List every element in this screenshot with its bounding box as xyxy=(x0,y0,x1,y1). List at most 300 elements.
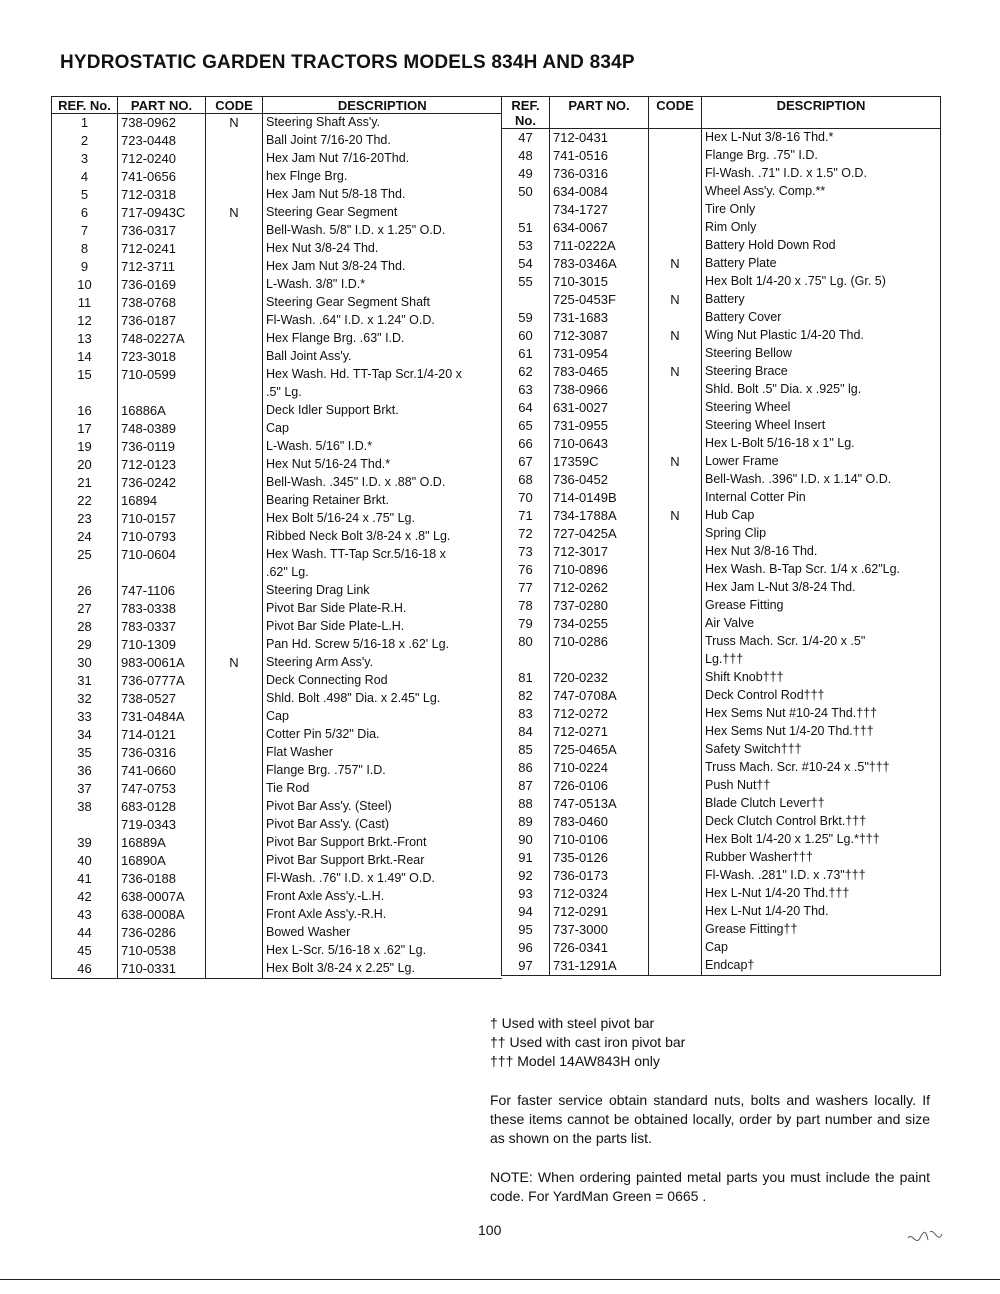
code-cell xyxy=(206,384,263,402)
part-number-cell: 710-0286 xyxy=(550,633,649,651)
part-number-cell: 731-0954 xyxy=(550,345,649,363)
table-row xyxy=(52,222,502,240)
part-number-cell: 710-0106 xyxy=(550,831,649,849)
description-cell: Grease Fitting xyxy=(705,598,784,612)
table-row xyxy=(502,705,941,723)
table-row xyxy=(52,492,502,510)
ref-cell: 42 xyxy=(52,888,118,906)
ref-cell: 7 xyxy=(52,222,118,240)
table-row xyxy=(502,417,941,435)
ref-cell: 38 xyxy=(52,798,118,816)
ref-cell: 37 xyxy=(52,780,118,798)
code-cell xyxy=(206,258,263,276)
table-row xyxy=(502,525,941,543)
part-header: PART NO. xyxy=(550,97,649,129)
ref-cell: 66 xyxy=(502,435,550,453)
table-row xyxy=(52,528,502,546)
description-cell: Hex Bolt 1/4-20 x .75" Lg. (Gr. 5) xyxy=(705,274,886,288)
part-number-cell: 734-1788A xyxy=(550,507,649,525)
ref-cell: 33 xyxy=(52,708,118,726)
description-cell: Steering Wheel xyxy=(705,400,791,414)
part-number-cell xyxy=(550,651,649,669)
description-cell: Hex Jam Nut 7/16-20Thd. xyxy=(266,151,410,165)
ref-cell: 24 xyxy=(52,528,118,546)
table-row xyxy=(52,762,502,780)
code-cell xyxy=(649,957,702,976)
ref-cell: 5 xyxy=(52,186,118,204)
description-cell: Steering Brace xyxy=(705,364,788,378)
part-number-cell: 710-3015 xyxy=(550,273,649,291)
table-row xyxy=(52,816,502,834)
part-number-cell xyxy=(118,384,206,402)
ref-cell: 91 xyxy=(502,849,550,867)
table-row xyxy=(502,507,941,525)
part-number-cell: 741-0516 xyxy=(550,147,649,165)
part-number-cell: 738-0527 xyxy=(118,690,206,708)
code-cell: N xyxy=(206,114,263,133)
code-cell: N xyxy=(649,453,702,471)
part-number-cell: 747-0708A xyxy=(550,687,649,705)
table-row xyxy=(502,327,941,345)
ref-cell: 27 xyxy=(52,600,118,618)
table-row xyxy=(52,438,502,456)
description-cell: Shld. Bolt .5" Dia. x .925" lg. xyxy=(705,382,862,396)
part-number-cell: 747-1106 xyxy=(118,582,206,600)
table-row xyxy=(52,330,502,348)
page-number: 100 xyxy=(478,1222,502,1238)
table-row xyxy=(502,633,941,651)
table-row xyxy=(52,672,502,690)
table-row xyxy=(52,708,502,726)
description-cell: L-Wash. 5/16" I.D.* xyxy=(266,439,373,453)
code-cell xyxy=(649,849,702,867)
table-row xyxy=(502,597,941,615)
ref-cell: 86 xyxy=(502,759,550,777)
table-row xyxy=(502,723,941,741)
code-cell xyxy=(649,939,702,957)
ref-cell: 59 xyxy=(502,309,550,327)
code-cell xyxy=(206,456,263,474)
ref-cell: 31 xyxy=(52,672,118,690)
description-cell: Flange Brg. .75" I.D. xyxy=(705,148,818,162)
code-cell xyxy=(206,726,263,744)
part-number-cell: 734-1727 xyxy=(550,201,649,219)
ref-cell: 10 xyxy=(52,276,118,294)
ref-cell: 88 xyxy=(502,795,550,813)
code-cell xyxy=(649,759,702,777)
table-row xyxy=(502,867,941,885)
ref-cell: 25 xyxy=(52,546,118,564)
table-row xyxy=(52,384,502,402)
description-cell: Cotter Pin 5/32" Dia. xyxy=(266,727,380,741)
code-cell xyxy=(649,777,702,795)
part-number-cell: 16886A xyxy=(118,402,206,420)
description-cell: Tie Rod xyxy=(266,781,310,795)
ref-header: REF. No. xyxy=(502,97,550,129)
ref-cell: 77 xyxy=(502,579,550,597)
table-row xyxy=(52,744,502,762)
table-row xyxy=(502,561,941,579)
code-cell: N xyxy=(206,204,263,222)
code-cell xyxy=(649,885,702,903)
table-row xyxy=(52,852,502,870)
ref-cell: 71 xyxy=(502,507,550,525)
code-cell xyxy=(206,672,263,690)
part-number-cell: 747-0513A xyxy=(550,795,649,813)
part-number-cell: 736-0777A xyxy=(118,672,206,690)
part-number-cell: 710-0793 xyxy=(118,528,206,546)
part-number-cell: 731-1291A xyxy=(550,957,649,976)
description-cell: Hub Cap xyxy=(705,508,755,522)
table-row xyxy=(502,381,941,399)
description-cell: Steering Bellow xyxy=(705,346,792,360)
part-number-cell: 725-0453F xyxy=(550,291,649,309)
ref-cell: 19 xyxy=(52,438,118,456)
ref-cell: 89 xyxy=(502,813,550,831)
description-cell: Spring Clip xyxy=(705,526,767,540)
table-row xyxy=(52,114,502,133)
parts-table-left-body xyxy=(52,114,502,979)
code-cell xyxy=(649,183,702,201)
code-header: CODE xyxy=(649,97,702,129)
part-number-cell: 710-0643 xyxy=(550,435,649,453)
table-row xyxy=(502,201,941,219)
ref-cell: 61 xyxy=(502,345,550,363)
code-cell xyxy=(206,618,263,636)
ref-cell: 2 xyxy=(52,132,118,150)
description-cell: Hex Wash. B-Tap Scr. 1/4 x .62"Lg. xyxy=(705,562,901,576)
ref-cell: 1 xyxy=(52,114,118,133)
part-number-cell: 16889A xyxy=(118,834,206,852)
description-cell: Ball Joint Ass'y. xyxy=(266,349,352,363)
ref-cell: 90 xyxy=(502,831,550,849)
description-cell: Steering Drag Link xyxy=(266,583,370,597)
description-cell: Steering Gear Segment xyxy=(266,205,398,219)
part-number-cell: 711-0222A xyxy=(550,237,649,255)
code-cell xyxy=(206,492,263,510)
table-row xyxy=(52,960,502,979)
part-number-cell: 712-3087 xyxy=(550,327,649,345)
part-number-cell: 731-0955 xyxy=(550,417,649,435)
description-cell: Battery Hold Down Rod xyxy=(705,238,836,252)
bottom-rule xyxy=(0,1279,1000,1280)
part-number-cell: 712-0241 xyxy=(118,240,206,258)
description-header: DESCRIPTION xyxy=(702,97,941,129)
table-row xyxy=(52,924,502,942)
table-row xyxy=(502,219,941,237)
description-cell: Lower Frame xyxy=(705,454,779,468)
description-cell: Safety Switch††† xyxy=(705,742,802,756)
part-number-cell: 736-0317 xyxy=(118,222,206,240)
part-number-cell: 683-0128 xyxy=(118,798,206,816)
table-row xyxy=(52,240,502,258)
code-cell xyxy=(649,705,702,723)
ref-cell: 55 xyxy=(502,273,550,291)
table-row xyxy=(502,957,941,976)
code-cell xyxy=(206,582,263,600)
part-number-cell: 736-0242 xyxy=(118,474,206,492)
ref-cell: 54 xyxy=(502,255,550,273)
code-cell xyxy=(649,219,702,237)
description-cell: Rubber Washer††† xyxy=(705,850,813,864)
code-cell: N xyxy=(649,327,702,345)
code-cell: N xyxy=(649,507,702,525)
footnote-steel-pivot: † Used with steel pivot bar xyxy=(490,1015,655,1031)
description-cell: Bell-Wash. .396" I.D. x 1.14" O.D. xyxy=(705,472,892,486)
part-number-cell: 725-0465A xyxy=(550,741,649,759)
description-cell: Steering Gear Segment Shaft xyxy=(266,295,430,309)
code-cell xyxy=(649,525,702,543)
description-cell: Hex L-Nut 1/4-20 Thd. xyxy=(705,904,829,918)
description-cell: Lg.††† xyxy=(705,652,744,666)
ref-cell: 30 xyxy=(52,654,118,672)
part-number-cell: 736-0286 xyxy=(118,924,206,942)
code-cell xyxy=(649,651,702,669)
table-row xyxy=(502,813,941,831)
code-header: CODE xyxy=(206,97,263,114)
part-number-cell: 710-0896 xyxy=(550,561,649,579)
ref-cell: 26 xyxy=(52,582,118,600)
table-row xyxy=(502,669,941,687)
description-cell: Bearing Retainer Brkt. xyxy=(266,493,389,507)
table-row xyxy=(502,885,941,903)
code-cell xyxy=(649,471,702,489)
ref-cell: 95 xyxy=(502,921,550,939)
part-number-cell: 736-0188 xyxy=(118,870,206,888)
part-number-cell: 710-0331 xyxy=(118,960,206,979)
table-row xyxy=(52,474,502,492)
ref-cell: 49 xyxy=(502,165,550,183)
code-cell xyxy=(206,438,263,456)
code-cell xyxy=(206,870,263,888)
part-number-cell: 720-0232 xyxy=(550,669,649,687)
table-row xyxy=(52,636,502,654)
ref-cell: 41 xyxy=(52,870,118,888)
code-cell: N xyxy=(649,363,702,381)
code-cell xyxy=(649,345,702,363)
ref-cell: 84 xyxy=(502,723,550,741)
code-cell xyxy=(649,435,702,453)
description-cell: Hex Bolt 3/8-24 x 2.25" Lg. xyxy=(266,961,415,975)
description-cell: hex Flnge Brg. xyxy=(266,169,348,183)
description-cell: Ball Joint 7/16-20 Thd. xyxy=(266,133,391,147)
handwritten-mark-icon xyxy=(904,1224,948,1254)
table-row xyxy=(502,165,941,183)
ref-cell: 48 xyxy=(502,147,550,165)
part-number-cell: 634-0067 xyxy=(550,219,649,237)
table-row xyxy=(52,456,502,474)
part-number-cell: 712-0123 xyxy=(118,456,206,474)
ref-cell: 23 xyxy=(52,510,118,528)
table-row xyxy=(502,903,941,921)
table-row xyxy=(52,150,502,168)
table-row xyxy=(52,348,502,366)
paint-note: NOTE: When ordering painted metal parts you must include the paint code. For YardMan Green = 0665 . xyxy=(490,1169,930,1204)
code-cell xyxy=(649,543,702,561)
part-number-cell: 710-0224 xyxy=(550,759,649,777)
footnotes xyxy=(490,1014,930,1206)
description-cell: Tire Only xyxy=(705,202,756,216)
part-number-cell: 983-0061A xyxy=(118,654,206,672)
ref-cell: 70 xyxy=(502,489,550,507)
description-cell: Internal Cotter Pin xyxy=(705,490,806,504)
part-number-cell: 712-0240 xyxy=(118,150,206,168)
parts-table-right xyxy=(501,96,941,976)
ref-cell: 12 xyxy=(52,312,118,330)
table-row xyxy=(502,291,941,309)
part-number-cell: 748-0227A xyxy=(118,330,206,348)
table-row xyxy=(52,690,502,708)
part-number-cell: 736-0187 xyxy=(118,312,206,330)
footnote-model-only: ††† Model 14AW843H only xyxy=(490,1053,660,1069)
code-cell xyxy=(206,834,263,852)
description-cell: Hex L-Nut 1/4-20 Thd.††† xyxy=(705,886,850,900)
ref-cell: 62 xyxy=(502,363,550,381)
description-cell: Hex Jam L-Nut 3/8-24 Thd. xyxy=(705,580,856,594)
table-row xyxy=(502,399,941,417)
table-row xyxy=(502,687,941,705)
part-number-cell: 734-0255 xyxy=(550,615,649,633)
part-number-cell: 783-0338 xyxy=(118,600,206,618)
ref-cell: 81 xyxy=(502,669,550,687)
description-cell: Hex Sems Nut #10-24 Thd.††† xyxy=(705,706,878,720)
part-number-cell: 731-1683 xyxy=(550,309,649,327)
code-cell xyxy=(206,132,263,150)
ref-cell: 87 xyxy=(502,777,550,795)
part-number-cell: 738-0962 xyxy=(118,114,206,133)
part-number-cell: 710-0157 xyxy=(118,510,206,528)
description-cell: Fl-Wash. .71" I.D. x 1.5" O.D. xyxy=(705,166,867,180)
code-cell: N xyxy=(649,291,702,309)
part-number-cell: 710-0599 xyxy=(118,366,206,384)
description-cell: Hex Nut 3/8-16 Thd. xyxy=(705,544,818,558)
code-cell xyxy=(649,867,702,885)
parts-table-right-body xyxy=(502,129,941,976)
part-number-cell: 726-0106 xyxy=(550,777,649,795)
table-row xyxy=(502,921,941,939)
part-number-cell xyxy=(118,564,206,582)
ref-cell: 21 xyxy=(52,474,118,492)
part-number-cell: 712-0272 xyxy=(550,705,649,723)
description-cell: Fl-Wash. .76" I.D. x 1.49" O.D. xyxy=(266,871,435,885)
description-cell: Hex Wash. TT-Tap Scr.5/16-18 x xyxy=(266,547,446,561)
ref-cell: 32 xyxy=(52,690,118,708)
ref-cell xyxy=(502,651,550,669)
code-cell xyxy=(206,888,263,906)
part-number-cell: 737-0280 xyxy=(550,597,649,615)
description-cell: Hex Nut 5/16-24 Thd.* xyxy=(266,457,391,471)
description-cell: Endcap† xyxy=(705,958,755,972)
code-cell xyxy=(649,813,702,831)
part-number-cell: 723-3018 xyxy=(118,348,206,366)
code-cell: N xyxy=(206,654,263,672)
part-number-cell: 712-0324 xyxy=(550,885,649,903)
code-cell xyxy=(649,417,702,435)
ref-cell xyxy=(52,564,118,582)
ref-cell: 50 xyxy=(502,183,550,201)
part-number-cell: 638-0008A xyxy=(118,906,206,924)
code-cell xyxy=(649,237,702,255)
part-number-cell: 783-0465 xyxy=(550,363,649,381)
table-row xyxy=(52,780,502,798)
description-cell: Deck Idler Support Brkt. xyxy=(266,403,399,417)
table-row xyxy=(502,795,941,813)
ref-cell: 92 xyxy=(502,867,550,885)
code-cell xyxy=(649,381,702,399)
table-row xyxy=(52,204,502,222)
part-number-cell: 712-0431 xyxy=(550,129,649,148)
part-number-cell: 727-0425A xyxy=(550,525,649,543)
part-number-cell: 748-0389 xyxy=(118,420,206,438)
description-cell: Hex Flange Brg. .63" I.D. xyxy=(266,331,405,345)
description-cell: Pivot Bar Support Brkt.-Front xyxy=(266,835,427,849)
description-cell: Bell-Wash. 5/8" I.D. x 1.25" O.D. xyxy=(266,223,446,237)
description-cell: Shift Knob††† xyxy=(705,670,784,684)
description-cell: Pivot Bar Side Plate-L.H. xyxy=(266,619,405,633)
table-row xyxy=(52,546,502,564)
code-cell xyxy=(649,633,702,651)
description-cell: Bowed Washer xyxy=(266,925,351,939)
code-cell xyxy=(649,147,702,165)
code-cell: N xyxy=(649,255,702,273)
code-cell xyxy=(206,708,263,726)
description-cell: Front Axle Ass'y.-L.H. xyxy=(266,889,385,903)
part-number-cell: 736-0173 xyxy=(550,867,649,885)
table-row xyxy=(502,453,941,471)
ref-cell: 14 xyxy=(52,348,118,366)
table-row xyxy=(52,798,502,816)
table-row xyxy=(52,600,502,618)
part-number-cell: 736-0169 xyxy=(118,276,206,294)
part-number-cell: 737-3000 xyxy=(550,921,649,939)
description-cell: Steering Wheel Insert xyxy=(705,418,826,432)
table-row xyxy=(52,582,502,600)
table-row xyxy=(502,255,941,273)
table-row xyxy=(52,186,502,204)
description-cell: Pivot Bar Ass'y. (Cast) xyxy=(266,817,390,831)
description-cell: Hex L-Bolt 5/16-18 x 1" Lg. xyxy=(705,436,855,450)
table-row xyxy=(502,759,941,777)
part-number-cell: 719-0343 xyxy=(118,816,206,834)
ref-cell: 72 xyxy=(502,525,550,543)
ref-cell: 76 xyxy=(502,561,550,579)
code-cell xyxy=(649,741,702,759)
table-row xyxy=(52,906,502,924)
description-header: DESCRIPTION xyxy=(263,97,502,114)
ref-cell: 79 xyxy=(502,615,550,633)
description-cell: Hex L-Nut 3/8-16 Thd.* xyxy=(705,130,834,144)
part-number-cell: 723-0448 xyxy=(118,132,206,150)
ref-cell: 39 xyxy=(52,834,118,852)
part-number-cell: 726-0341 xyxy=(550,939,649,957)
description-cell: L-Wash. 3/8" I.D.* xyxy=(266,277,366,291)
code-cell xyxy=(649,687,702,705)
description-cell: Battery Cover xyxy=(705,310,782,324)
table-row xyxy=(502,939,941,957)
description-cell: Hex Jam Nut 5/8-18 Thd. xyxy=(266,187,406,201)
part-number-cell: 717-0943C xyxy=(118,204,206,222)
description-cell: Battery Plate xyxy=(705,256,777,270)
part-number-cell: 736-0452 xyxy=(550,471,649,489)
description-cell: Pivot Bar Side Plate-R.H. xyxy=(266,601,407,615)
ref-cell: 82 xyxy=(502,687,550,705)
part-number-cell: 634-0084 xyxy=(550,183,649,201)
description-cell: .62" Lg. xyxy=(266,565,309,579)
code-cell xyxy=(649,921,702,939)
code-cell xyxy=(206,546,263,564)
code-cell xyxy=(206,240,263,258)
description-cell: Flange Brg. .757" I.D. xyxy=(266,763,386,777)
